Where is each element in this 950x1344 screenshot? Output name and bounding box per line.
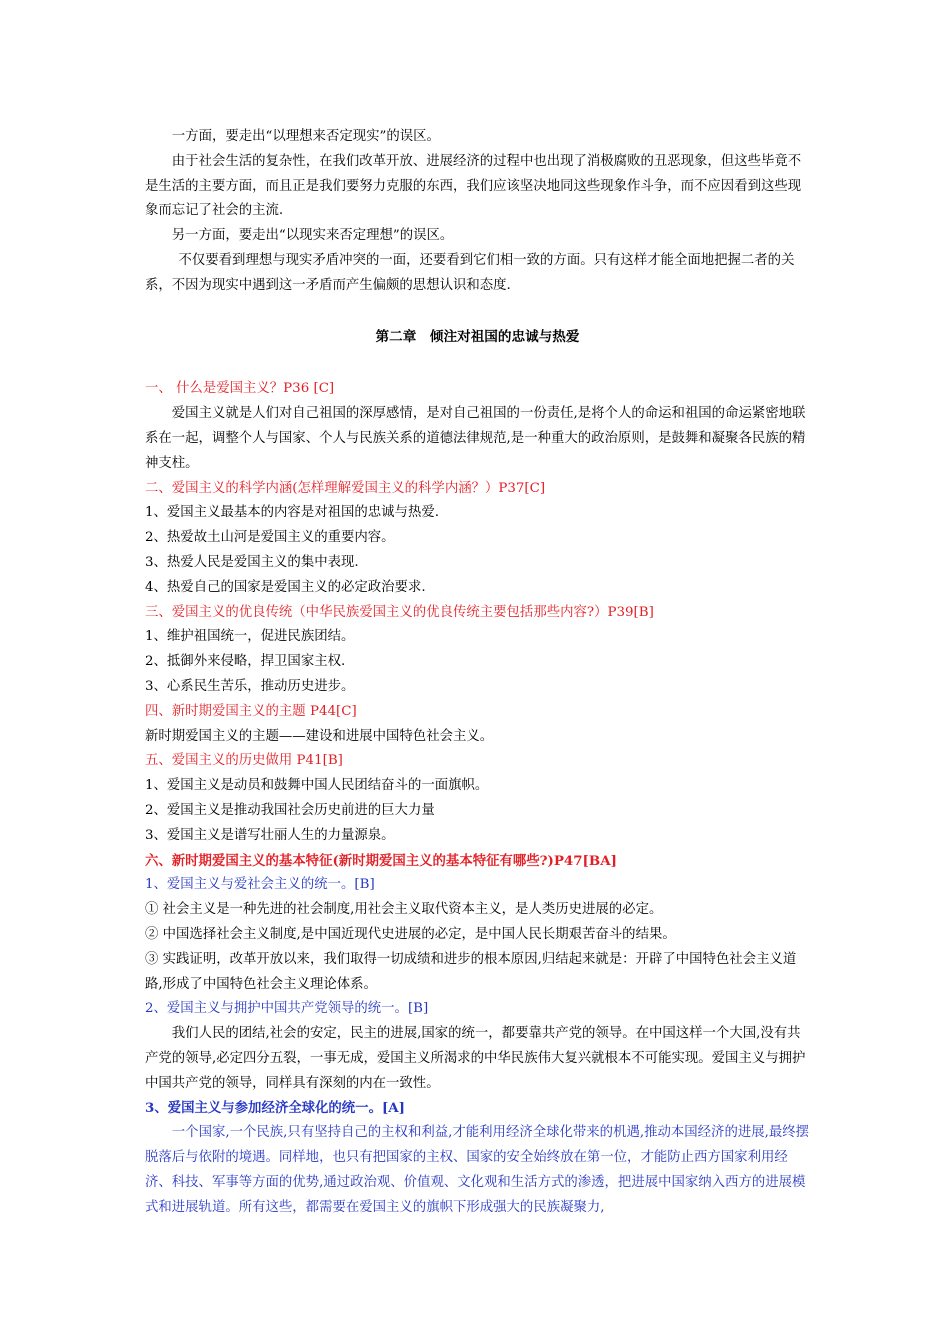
section-heading-6: 六、新时期爱国主义的基本特征(新时期爱国主义的基本特征有哪些?)P47[BA] bbox=[145, 852, 617, 869]
list-item: 3、热爱人民是爱国主义的集中表现. bbox=[145, 554, 359, 570]
section-heading-5: 五、爱国主义的历史做用 P41[B] bbox=[145, 753, 343, 769]
list-item: 2、抵御外来侵略，捍卫国家主权. bbox=[145, 654, 346, 670]
list-item: ② 中国选择社会主义制度,是中国近现代史进展的必定，是中国人民长期艰苦奋斗的结果。 bbox=[145, 926, 676, 942]
list-item: 3、爱国主义是谱写壮丽人生的力量源泉。 bbox=[145, 827, 395, 843]
list-item: 4、热爱自己的国家是爱国主义的必定政治要求. bbox=[145, 579, 426, 595]
list-item: ① 社会主义是一种先进的社会制度,用社会主义取代资本主义，是人类历史进展的必定。 bbox=[145, 902, 663, 918]
paragraph: 不仅要看到理想与现实矛盾冲突的一面，还要看到它们相一致的方面。只有这样才能全面地把握二者的关系，不因为现实中遇到这一矛盾而产生偏颇的思想认识和态度. bbox=[145, 252, 795, 293]
list-item: ③ 实践证明，改革开放以来，我们取得一切成绩和进步的根本原因,归结起来就是：开辟了中国特色社会主义道路,形成了中国特色社会主义理论体系。 bbox=[145, 951, 797, 992]
section-text: 我们人民的团结,社会的安定，民主的进展,国家的统一，都要靠共产党的领导。在中国这样一个大国,没有共产党的领导,必定四分五裂，一事无成，爱国主义所渴求的中华民族伟大复兴就根本不可能实现。爱国主义与拥护中国共产党的领导，同样具有深刻的内在一致性。 bbox=[145, 1026, 806, 1091]
subsection-heading-1: 1、爱国主义与爱社会主义的统一。[B] bbox=[145, 877, 375, 893]
list-item: 1、爱国主义是动员和鼓舞中国人民团结奋斗的一面旗帜。 bbox=[145, 778, 489, 794]
section-text: 一个国家,一个民族,只有坚持自己的主权和利益,才能利用经济全球化带来的机遇,推动本国经济的进展,最终摆脱落后与依附的境遇。同样地，也只有把国家的主权、国家的安全始终放在第一位，才能防止西方国家利用经济、科技、军事等方面的优势,通过政治观、价值观、文化观和生活方式的渗透，把进展中国家纳入西方的进展模式和进展轨道。所有这些，都需要在爱国主义的旗帜下形成强大的民族凝聚力, bbox=[145, 1125, 810, 1215]
list-item: 2、爱国主义是推动我国社会历史前进的巨大力量 bbox=[145, 802, 435, 818]
section-text: 新时期爱国主义的主题——建设和进展中国特色社会主义。 bbox=[145, 728, 494, 744]
list-item: 3、心系民生苦乐，推动历史进步。 bbox=[145, 678, 355, 694]
document-body bbox=[145, 125, 810, 1220]
subsection-heading-3: 3、爱国主义与参加经济全球化的统一。[A] bbox=[145, 1100, 406, 1117]
section-heading-2: 二、爱国主义的科学内涵(怎样理解爱国主义的科学内涵？）P37[C] bbox=[145, 480, 546, 496]
list-item: 2、热爱故土山河是爱国主义的重要内容。 bbox=[145, 530, 395, 546]
list-item: 1、维护祖国统一，促进民族团结。 bbox=[145, 629, 355, 645]
section-heading-3: 三、爱国主义的优良传统（中华民族爱国主义的优良传统主要包括那些内容?）P39[B] bbox=[145, 604, 654, 620]
paragraph: 另一方面，要走出“以现实来否定理想”的误区。 bbox=[171, 228, 454, 244]
section-heading-1: 一、 什么是爱国主义？P36 [C] bbox=[145, 381, 335, 397]
subsection-heading-2: 2、爱国主义与拥护中国共产党领导的统一。[B] bbox=[145, 1001, 429, 1017]
section-heading-4: 四、新时期爱国主义的主题 P44[C] bbox=[145, 703, 357, 719]
paragraph: 一方面，要走出“以理想来否定现实”的误区。 bbox=[171, 129, 440, 144]
paragraph: 由于社会生活的复杂性，在我们改革开放、进展经济的过程中也出现了消极腐败的丑恶现象，但这些毕竟不是生活的主要方面，而且正是我们要努力克服的东西，我们应该坚决地同这些现象作斗争，而不应因看到这些现象而忘记了社会的主流. bbox=[145, 153, 802, 219]
list-item: 1、爱国主义最基本的内容是对祖国的忠诚与热爱. bbox=[145, 505, 439, 521]
section-text: 爱国主义就是人们对自己祖国的深厚感情，是对自己祖国的一份责任,是将个人的命运和祖国的命运紧密地联系在一起，调整个人与国家、个人与民族关系的道德法律规范,是一种重大的政治原则，是鼓舞和凝聚各民族的精神支柱。 bbox=[145, 406, 806, 471]
chapter-title: 第二章 倾注对祖国的忠诚与热爱 bbox=[375, 328, 580, 345]
